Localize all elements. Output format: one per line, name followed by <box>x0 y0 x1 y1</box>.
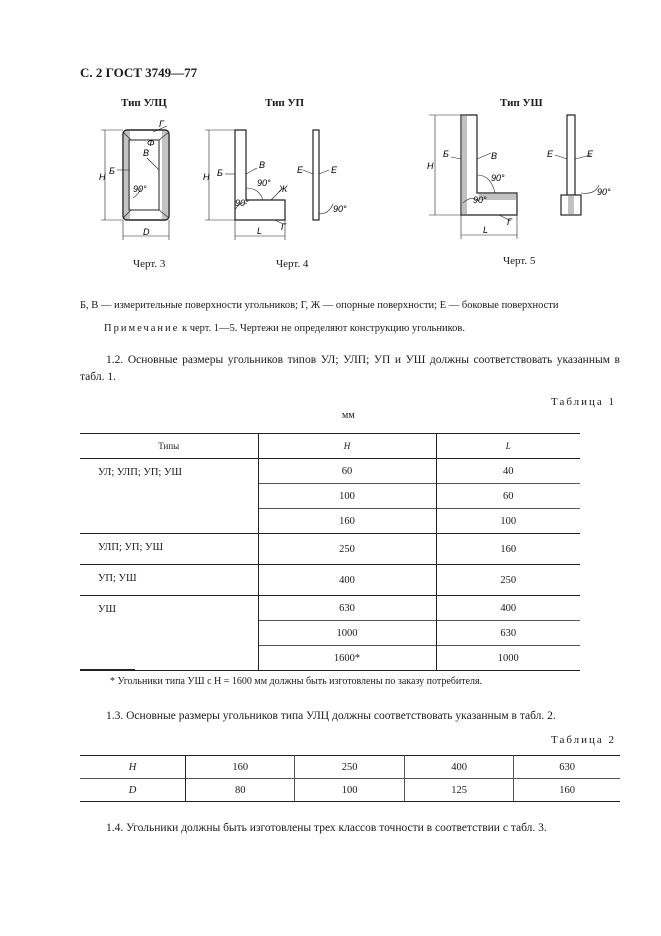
cell-h: 1000 <box>258 621 436 646</box>
cell-l: 400 <box>436 596 580 621</box>
label-e-2: Е <box>587 149 594 159</box>
cell-l: 1000 <box>436 646 580 671</box>
table-2-caption: Таблица 2 <box>551 734 617 746</box>
figure-4-caption: Черт. 4 <box>276 258 309 270</box>
label-v: В <box>143 148 150 158</box>
cell: 100 <box>295 779 404 802</box>
figure-note <box>104 323 465 334</box>
table-header-row <box>80 434 580 459</box>
paragraph-1-4: 1.4. Угольники должны быть изготовлены трех классов точности в соответствии с табл. 3. <box>106 822 547 834</box>
cell: 125 <box>404 779 513 802</box>
header-h: H <box>258 434 436 459</box>
cell-h: 630 <box>258 596 436 621</box>
label-angle-2: 90° <box>473 195 487 205</box>
header-types: Типы <box>80 434 258 459</box>
paragraph-1-2: 1.2. Основные размеры угольников типов УЛ; УЛП; УП и УШ должны соответствовать указанным в табл. 1. <box>80 354 620 383</box>
label-angle-3: 90° <box>333 204 347 214</box>
cell-l: 40 <box>503 465 514 477</box>
table-row <box>80 779 620 802</box>
cell-l: 60 <box>436 484 580 509</box>
table-2 <box>80 755 620 802</box>
label-angle-1: 90° <box>491 173 505 183</box>
cell-h: 250 <box>258 534 436 565</box>
label-angle: 90° <box>133 184 147 194</box>
figure-5-caption: Черт. 5 <box>503 255 536 267</box>
cell-l: 100 <box>436 509 580 534</box>
type-cell: УШ <box>80 596 258 671</box>
cell: 400 <box>404 756 513 779</box>
table-row <box>80 756 620 779</box>
label-h: Н <box>99 172 106 182</box>
cell-l: 160 <box>436 534 580 565</box>
figure-5-title: Тип УШ <box>500 97 543 109</box>
label-gamma: Г <box>159 119 164 129</box>
cell-h: 1600* <box>258 646 436 671</box>
label-phi: Φ <box>147 138 155 148</box>
label-b: Б <box>443 149 449 159</box>
figure-3-caption: Черт. 3 <box>133 258 166 270</box>
row-label-h: H <box>80 756 186 779</box>
cell-h: 100 <box>258 484 436 509</box>
table-1-unit: мм <box>342 410 355 421</box>
label-h: Н <box>427 161 434 171</box>
label-h: Н <box>203 172 210 182</box>
label-e-1: Е <box>297 165 304 175</box>
label-d: D <box>143 227 150 237</box>
figure-legend: Б, В — измерительные поверхности угольников; Г, Ж — опорные поверхности; Е — боковые поверхности <box>80 300 559 311</box>
table-row <box>80 459 580 484</box>
label-gamma: Г <box>507 217 512 227</box>
figure-4-drawing <box>195 118 360 248</box>
type-cell: УП; УШ <box>80 565 258 596</box>
cell-l: 630 <box>436 621 580 646</box>
figure-5-drawing <box>415 105 625 247</box>
cell: 160 <box>186 756 295 779</box>
label-l: L <box>483 225 489 235</box>
table-1 <box>80 433 580 671</box>
figure-4-title: Тип УП <box>265 97 305 109</box>
type-cell: УЛ; УЛП; УП; УШ <box>80 459 258 534</box>
label-angle-2: 90° <box>235 198 249 208</box>
cell: 630 <box>514 756 620 779</box>
table-1-caption: Таблица 1 <box>551 396 617 408</box>
label-e-1: Е <box>547 149 554 159</box>
cell-h: 160 <box>258 509 436 534</box>
cell: 250 <box>295 756 404 779</box>
page-header: С. 2 ГОСТ 3749—77 <box>80 65 198 80</box>
label-zh: Ж <box>279 184 288 194</box>
figure-3-drawing <box>95 118 190 248</box>
label-b: Б <box>109 166 115 176</box>
label-v: В <box>491 151 498 161</box>
cell-h: 60 <box>258 459 436 484</box>
label-e-2: Е <box>331 165 338 175</box>
paragraph-1-3: 1.3. Основные размеры угольников типа УЛЦ должны соответствовать указанным в табл. 2. <box>106 710 556 722</box>
label-b: Б <box>217 168 223 178</box>
label-l: L <box>257 226 263 236</box>
cell: 80 <box>186 779 295 802</box>
cell-h: 400 <box>258 565 436 596</box>
row-label-d: D <box>80 779 186 802</box>
table-row <box>80 596 580 621</box>
table-row <box>80 534 580 565</box>
label-v: В <box>259 160 266 170</box>
table-row <box>80 565 580 596</box>
footnote-rule <box>80 669 135 670</box>
footnote: * Угольники типа УШ с Н = 1600 мм должны быть изготовлены по заказу потребителя. <box>110 676 483 687</box>
cell: 160 <box>514 779 620 802</box>
label-gamma: Г <box>281 222 286 232</box>
cell-l: 250 <box>436 565 580 596</box>
type-cell: УЛП; УП; УШ <box>80 534 258 565</box>
note-text: к черт. 1—5. Чертежи не определяют конструкцию угольников. <box>179 323 465 334</box>
label-angle-3: 90° <box>597 187 611 197</box>
figure-3-title: Тип УЛЦ <box>121 97 167 109</box>
note-label: Примечание <box>104 323 180 334</box>
label-angle-1: 90° <box>257 178 271 188</box>
header-l: L <box>436 434 580 459</box>
